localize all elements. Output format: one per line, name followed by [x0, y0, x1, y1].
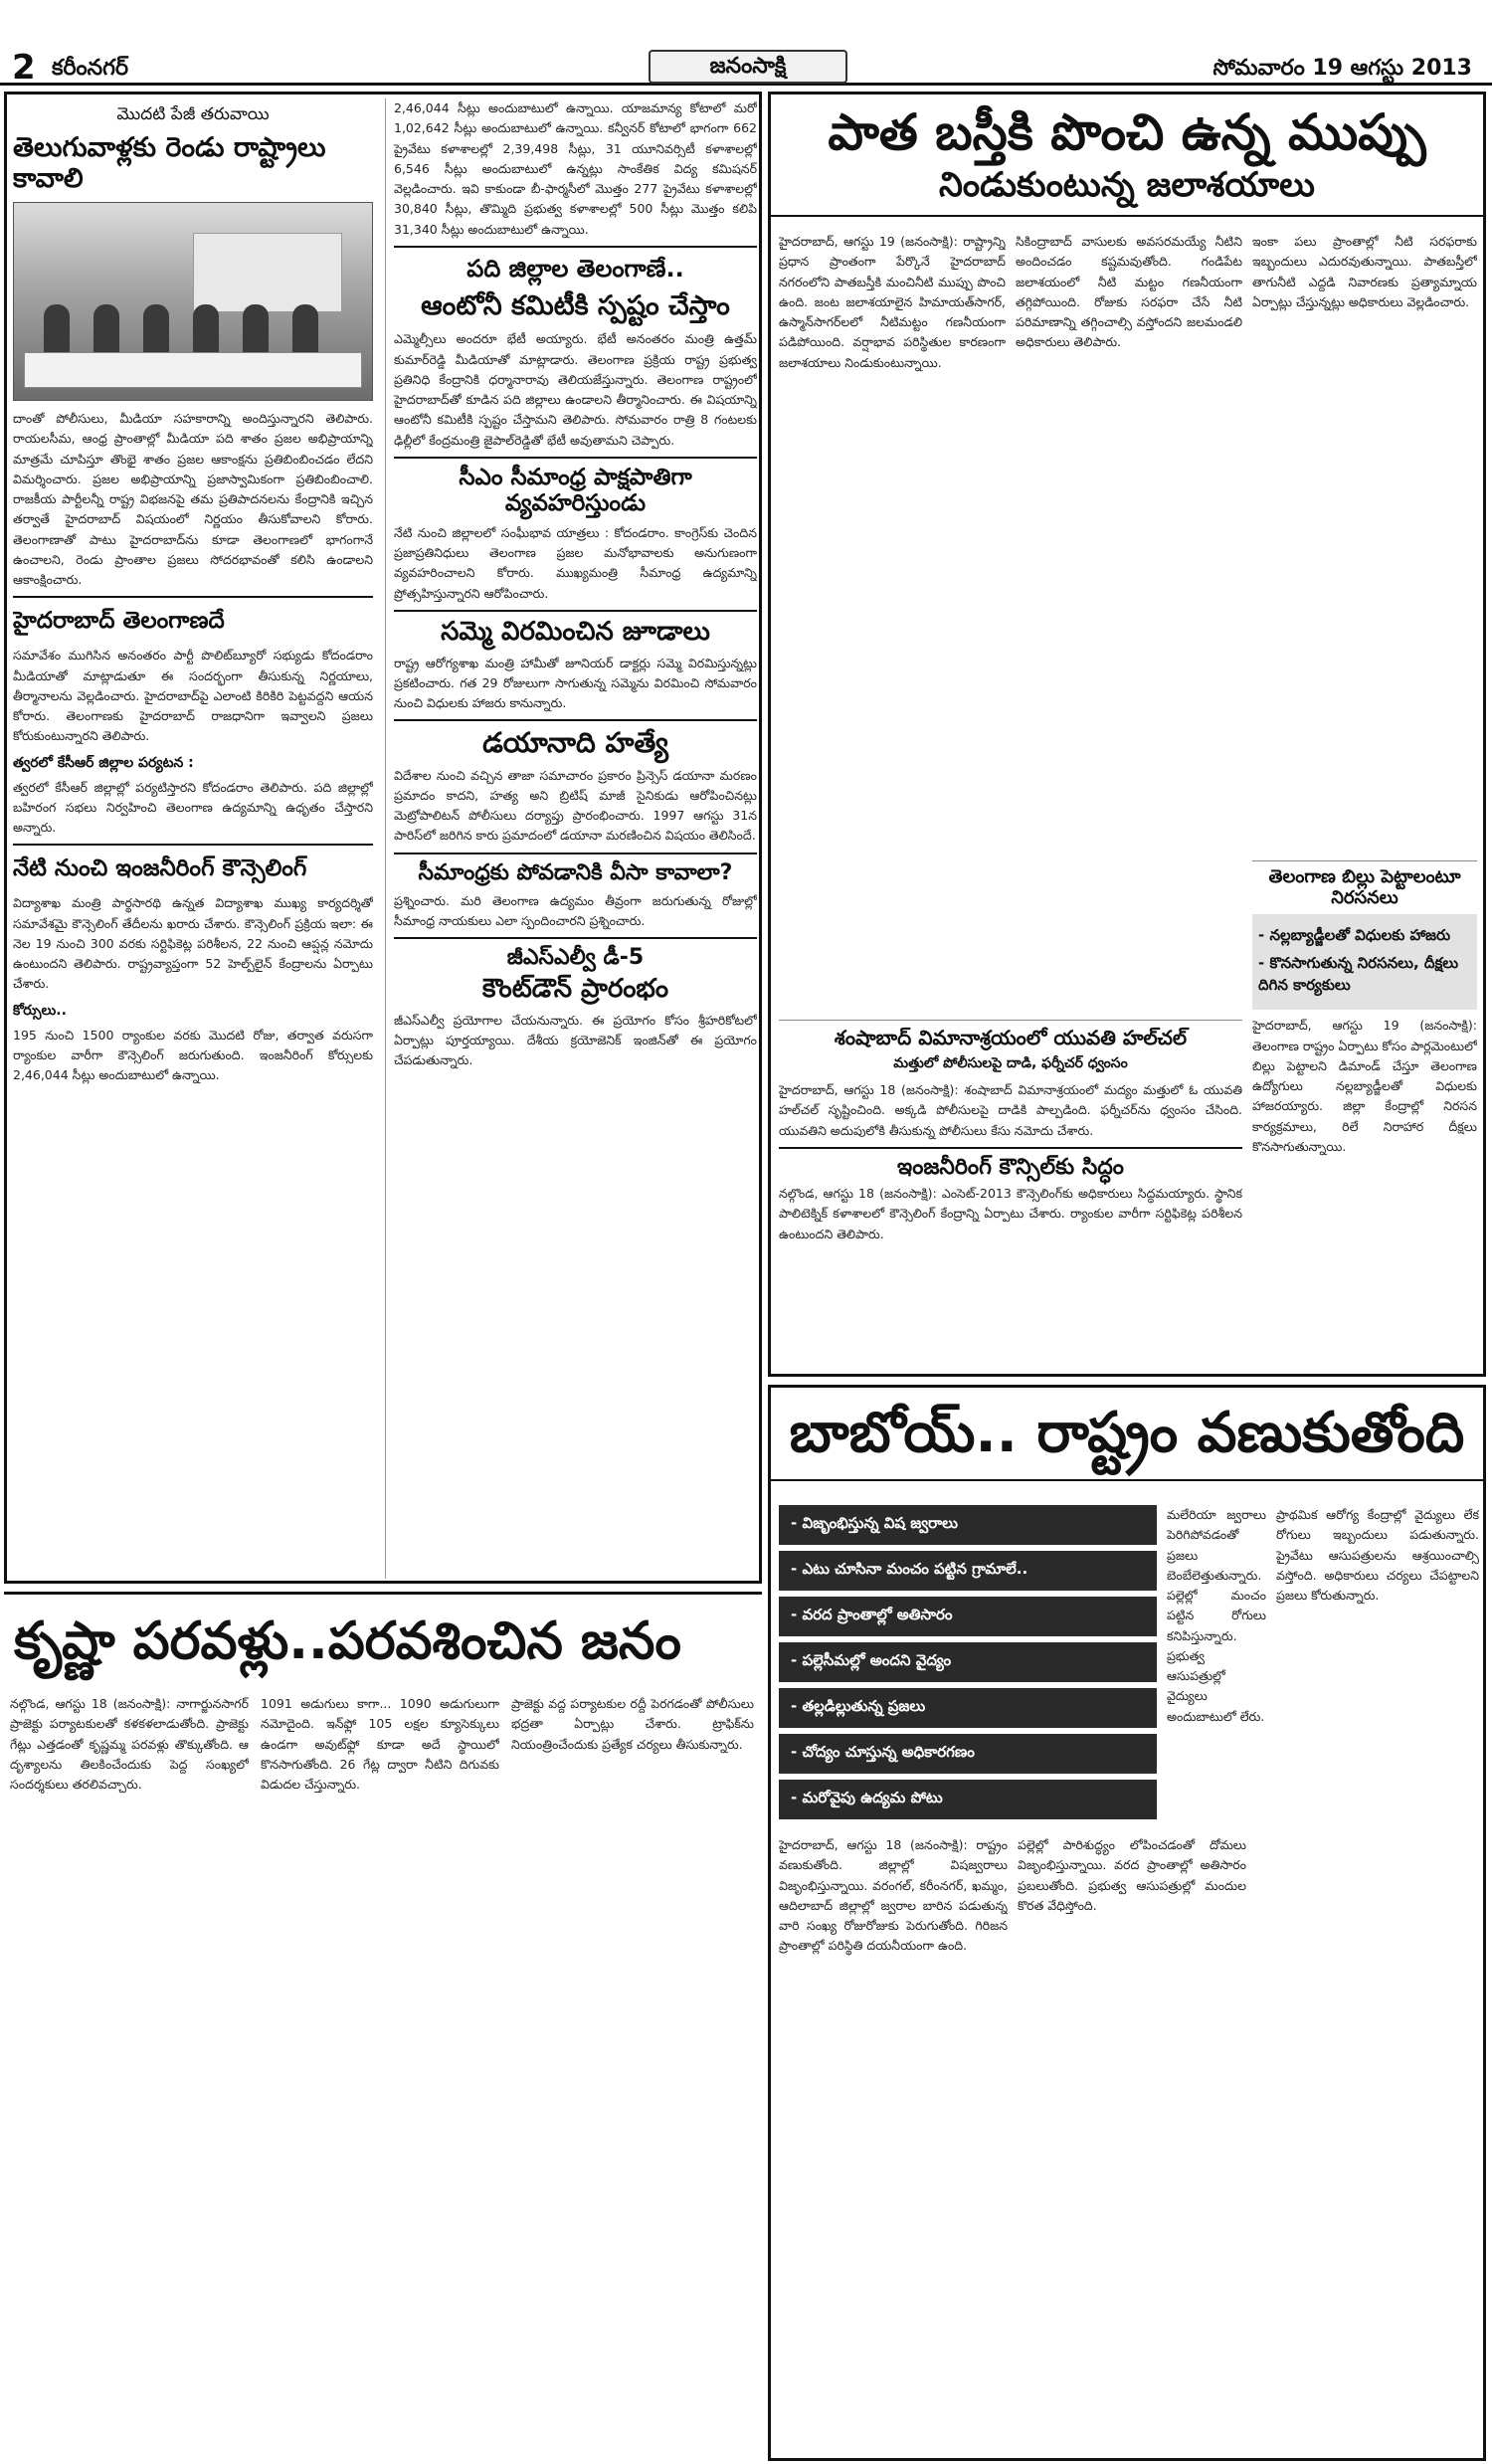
column-a — [779, 1835, 1008, 2452]
column-b — [261, 1694, 499, 2450]
bullet-item: - తల్లడిల్లుతున్న ప్రజలు — [779, 1688, 1157, 1728]
side-column — [1167, 1505, 1266, 1823]
article-body: హైదరాబాద్, ఆగస్టు 19 (జనంసాక్షి): తెలంగాణ రాష్ట్రం ఏర్పాటు కోసం పార్లమెంటులో బిల్లు పెట్టాలని డిమాండ్ చేస్తూ తెలంగాణ ఉద్యోగులు నల్లబ్యాడ్జీలతో విధులకు హాజరయ్యారు. జిల్లా కేంద్రాల్లో నిరసన కార్యక్రమాలు, రిలే నిరాహార దీక్షలు కొనసాగుతున్నాయి. — [1252, 1018, 1477, 1154]
airport-story — [779, 1020, 1242, 1368]
divider — [394, 853, 757, 854]
protest-story — [1252, 860, 1477, 1368]
masthead — [0, 0, 1492, 86]
article-body: 1091 అడుగులు కాగా... 1090 అడుగులుగా నమోదైంది. ఇన్‌ఫ్లో 105 లక్షల క్యూసెక్కులు ఉండగా అవుట్‌ఫ్లో కూడా అదే స్థాయిలో కొనసాగుతోంది. 26 గేట్ల ద్వారా నీటిని దిగువకు విడుదల చేస్తున్నారు. — [261, 1696, 499, 1792]
bullet-item: - మరోవైపు ఉద్యమ పోటు — [779, 1780, 1157, 1819]
photo-person — [44, 304, 70, 354]
bullet-list — [779, 1505, 1157, 1819]
article-body: ప్రశ్నించారు. మరి తెలంగాణ ఉద్యమం తీవ్రంగా జరుగుతున్న రోజుల్లో సీమాంధ్ర నాయకులు ఎలా స్పందించారని ప్రశ్నించారు. — [394, 892, 757, 929]
article-body: విద్యాశాఖ మంత్రి పార్థసారథి ఉన్నత విద్యాశాఖ ముఖ్య కార్యదర్శితో సమావేశమై కౌన్సెలింగ్ తేదీలను ఖరారు చేశారు. కౌన్సెలింగ్ ప్రక్రియ ఇలా: ఈ నెల 19 నుంచి 300 వరకు సర్టిఫికెట్ల పరిశీలన, 22 నుంచి ఆప్షన్ల నమోదు ఉంటుందని తెలిపారు. రాష్ట్రవ్యాప్తంగా 52 హెల్ప్‌లైన్ కేంద్రాలను ఏర్పాటు చేశారు. — [13, 895, 373, 992]
issue-date: సోమవారం 19 ఆగస్టు 2013 — [1212, 56, 1472, 81]
article-body: నేటి నుంచి జిల్లాలలో సంఘీభావ యాత్రలు : కోదండరాం. కాంగ్రెస్‌కు చెందిన ప్రజాప్రతినిధులు తెలంగాణ ప్రజల మనోభావాలకు అనుగుణంగా వ్యవహరించాలని కోరారు. ముఖ్యమంత్రి సీమాంధ్ర ఉద్యమాన్ని ప్రోత్సహిస్తున్నారని ఆరోపించారు. — [394, 524, 757, 601]
krishna-block — [4, 1592, 762, 2461]
article-body: దాంతో పోలీసులు, మీడియా సహకారాన్ని అందిస్తున్నారని తెలిపారు. రాయలసీమ, ఆంధ్ర ప్రాంతాల్లో మీడియా పది శాతం ప్రజల అభిప్రాయాన్ని మాత్రమే చూపిస్తూ తొంభై శాతం ప్రజల ఆకాంక్షను ప్రతిబింబించడం లేదని విమర్శించారు. ప్రజల అభిప్రాయాన్ని ప్రజాస్వామికంగా ప్రతిబింబించాలి. రాజకీయ పార్టీలన్నీ రాష్ట్ర విభజనపై తమ ప్రతిపాదనలను కేంద్రానికి ఇచ్చిన తర్వాతే హైదరాబాద్ విషయంలో నిర్ణయం తీసుకోవాలని కోరారు. తెలంగాణాతో పాటు హైదరాబాద్‌ను కూడా తెలంగాణలో భాగంగానే ఉంచాలని, రెండు ప్రాంతాల ప్రజలు సోదరభావంతో కలిసి ఉండాలని ఆకాంక్షించారు. — [13, 411, 373, 588]
article-body: 2,46,044 సీట్లు అందుబాటులో ఉన్నాయి. యాజమాన్య కోటాలో మరో 1,02,642 సీట్లు అందుబాటులో ఉన్నాయి. కన్వీనర్ కోటాలో భాగంగా 662 ప్రైవేటు కళాశాలల్లో 2,39,498 సీట్లు, 31 యూనివర్సిటీ కళాశాలల్లో 6,546 సీట్లు అందుబాటులో ఉన్నట్లు సాంకేతిక విద్య కమిషనర్ వెల్లడించారు. ఇవి కాకుండా బీ-ఫార్మసీలో మొత్తం 277 ప్రైవేటు కళాశాలల్లో 30,840 సీట్లు, తొమ్మిది ప్రభుత్వ కళాశాలల్లో 500 సీట్లు మొత్తం కలిపి 31,340 సీట్లు అందుబాటులో ఉన్నాయి. — [394, 100, 757, 237]
photo-person — [243, 304, 269, 354]
bullet-item: - ఎటు చూసినా మంచం పట్టిన గ్రామాలే.. — [779, 1551, 1157, 1591]
inline-subheading: కోర్సులు.. — [13, 1002, 67, 1019]
article-body: రాష్ట్ర ఆరోగ్యశాఖ మంత్రి హామీతో జూనియర్ డాక్టర్లు సమ్మె విరమిస్తున్నట్లు ప్రకటించారు. గత 29 రోజులుగా సాగుతున్న సమ్మెను విరమించి సోమవారం నుంచి విధులకు హాజరు కానున్నారు. — [394, 655, 757, 711]
divider — [13, 596, 373, 598]
article-body: సికింద్రాబాద్ వాసులకు అవసరమయ్యే నీటిని అందించడం కష్టమవుతోంది. గండిపేట జలాశయంలో నీటి మట్టం గణనీయంగా తగ్గిపోయింది. రోజుకు సరఫరా చేసే నీటి పరిమాణాన్ని తగ్గించాల్సి వస్తోందని జలమండలి అధికారులు తెలిపారు. — [1016, 234, 1242, 350]
bullet-item: - పల్లెసీమల్లో అందని వైద్యం — [779, 1642, 1157, 1682]
bullet-item: - విజృంభిస్తున్న విష జ్వరాలు — [779, 1505, 1157, 1545]
photo-person — [143, 304, 169, 354]
subheading: నేటి నుంచి ఇంజనీరింగ్ కౌన్సెలింగ్ — [13, 855, 307, 882]
article-headline: తెలుగువాళ్లకు రెండు రాష్ట్రాలు కావాలి — [13, 132, 326, 195]
divider — [13, 844, 373, 846]
article-body: హైదరాబాద్, ఆగస్టు 18 (జనంసాక్షి): శంషాబాద్ విమానాశ్రయంలో మద్యం మత్తులో ఓ యువతి హల్‌చల్ సృష్టించింది. అక్కడి పోలీసులపై దాడికి పాల్పడింది. ఫర్నీచర్‌ను ధ్వంసం చేసింది. యువతిని అదుపులోకి తీసుకున్న పోలీసులు కేసు నమోదు చేశారు. — [779, 1082, 1242, 1138]
article-headline: శంషాబాద్ విమానాశ్రయంలో యువతి హల్‌చల్ — [834, 1026, 1188, 1049]
inline-subheading: త్వరలో కేసీఆర్ జిల్లాల పర్యటన : — [13, 754, 194, 771]
bullet-item: - వరద ప్రాంతాల్లో అతిసారం — [779, 1597, 1157, 1636]
article-headline: డయానాది హత్యే — [482, 726, 668, 760]
article-body: విదేశాల నుంచి వచ్చిన తాజా సమాచారం ప్రకారం ప్రిన్సెస్ డయానా మరణం ప్రమాదం కాదని, హత్య అని బ్రిటిష్ మాజీ సైనికుడు ఆరోపించినట్లు మెట్రోపాలిటన్ పోలీసులు దర్యాప్తు ప్రారంభించారు. 1997 ఆగస్టు 31న పారిస్‌లో జరిగిన కారు ప్రమాదంలో డయానా మరణించిన విషయం తెలిసిందే. — [394, 767, 757, 844]
meeting-photo — [13, 202, 373, 401]
kicker-line: - కొనసాగుతున్న నిరసనలు, దీక్షలు దిగిన కార్యకులు — [1258, 954, 1459, 995]
article-headline: పది జిల్లాల తెలంగాణే.. — [466, 254, 684, 283]
article-body: నల్గొండ, ఆగస్టు 18 (జనంసాక్షి): ఎంసెట్-2013 కౌన్సెలింగ్‌కు అధికారులు సిద్ధమయ్యారు. స్థానిక పాలిటెక్నిక్ కళాశాలలో కౌన్సెలింగ్ కేంద్రాన్ని ఏర్పాటు చేశారు. ర్యాంకుల వారీగా సర్టిఫికెట్ల పరిశీలన ఉంటుందని తెలిపారు. — [779, 1186, 1242, 1241]
divider — [394, 246, 757, 248]
article-subheadline: నిండుకుంటున్న జలాశయాలు — [771, 166, 1483, 217]
article-headline: ఆంటోనీ కమిటీకి స్పష్టం చేస్తాం — [421, 290, 730, 322]
divider — [394, 610, 757, 612]
column-a — [10, 1694, 249, 2450]
photo-person — [193, 304, 219, 354]
newspaper-logo: జనంసాక్షి — [649, 50, 847, 84]
subheading: హైదరాబాద్ తెలంగాణదే — [13, 608, 225, 635]
divider — [779, 1147, 1242, 1149]
article-headline: ఇంజనీరింగ్ కౌన్సిల్‌కు సిద్ధం — [897, 1154, 1124, 1180]
article-kicker: మత్తులో పోలీసులపై దాడి, ఫర్నీచర్ ధ్వంసం — [893, 1055, 1128, 1071]
bullet-box — [779, 1505, 1157, 1823]
article-headline: జీఎస్ఎల్వీ డీ-5 — [506, 945, 645, 971]
fever-block — [768, 1385, 1486, 2461]
photo-person — [93, 304, 119, 354]
continued-kicker: మొదటి పేజీ తరువాయి — [116, 104, 270, 124]
article-body: మలేరియా జ్వరాలు పెరిగిపోవడంతో ప్రజలు బెంబేలెత్తుతున్నారు. పల్లెల్లో మంచం పట్టిన రోగులు కనిపిస్తున్నారు. ప్రభుత్వ ఆసుపత్రుల్లో వైద్యులు అందుబాటులో లేరు. — [1167, 1507, 1266, 1724]
article-headline: సీఎం సీమాంధ్ర పాక్షపాతిగా వ్యవహరిస్తుండు — [459, 464, 692, 517]
article-body: ప్రాజెక్టు వద్ద పర్యాటకుల రద్దీ పెరగడంతో పోలీసులు భద్రతా ఏర్పాట్లు చేశారు. ట్రాఫిక్‌ను నియంత్రించేందుకు ప్రత్యేక చర్యలు తీసుకున్నారు. — [511, 1696, 754, 1752]
article-body: ఇంకా పలు ప్రాంతాల్లో నీటి సరఫరాకు ఇబ్బందులు ఎదురవుతున్నాయి. పాతబస్తీలో తాగునీటి ఎద్దడి నివారణకు ప్రత్యామ్నాయ ఏర్పాట్లు చేస్తున్నట్లు అధికారులు వెల్లడించారు. — [1252, 234, 1477, 309]
right-top-block — [768, 92, 1486, 1377]
column-1 — [13, 98, 373, 1579]
column-b — [1016, 232, 1242, 928]
stage-banner — [193, 233, 342, 312]
article-headline: కౌంట్‌డౌన్ ప్రారంభం — [481, 973, 669, 1004]
article-body: 195 నుంచి 1500 ర్యాంకుల వరకు మొదటి రోజు, తర్వాత వరుసగా ర్యాంకుల వారీగా కౌన్సెలింగ్ జరుగుతుంది. ఇంజనీరింగ్ కోర్సులకు 2,46,044 సీట్లు అందుబాటులో ఉన్నాయి. — [13, 1027, 373, 1083]
column-c — [1252, 232, 1477, 849]
photo-table — [24, 352, 362, 388]
photo-person — [292, 304, 318, 354]
bullet-item: - చోద్యం చూస్తున్న అధికారగణం — [779, 1734, 1157, 1774]
column-b — [1018, 1835, 1246, 2452]
column-c — [1276, 1505, 1479, 2452]
article-headline: తెలంగాణ బిల్లు పెట్టాలంటూ నిరసనలు — [1268, 866, 1461, 908]
article-headline: సమ్మె విరమించిన జూడాలు — [441, 616, 710, 647]
article-body: ఎమ్మెల్సీలు అందరూ భేటీ అయ్యారు. భేటీ అనంతరం మంత్రి ఉత్తమ్ కుమార్‌రెడ్డి మీడియాతో మాట్లాడారు. తెలంగాణ ప్రక్రియ రాష్ట్ర ప్రభుత్వ ప్రతినిధి కేంద్రానికి ధర్మానారావు తెలియజేస్తున్నారు. తెలంగాణ రాష్ట్రంలో హైదరాబాద్‌తో కూడిన పది జిల్లాలు ఉండాలని తీర్మానించారు. ఈ విషయాన్ని ఆంటోనీ కమిటీకి స్పష్టం చేస్తామని తెలిపారు. సోమవారం రాత్రి 8 గంటలకు ఢిల్లీలో కేంద్రమంత్రి జైపాల్‌రెడ్డితో భేటీ అవుతామని చెప్పారు. — [394, 331, 757, 448]
kicker-box — [1252, 914, 1477, 1010]
column-2 — [385, 98, 757, 1579]
divider — [394, 457, 757, 459]
article-body: ప్రాథమిక ఆరోగ్య కేంద్రాల్లో వైద్యులు లేక రోగులు ఇబ్బందులు పడుతున్నారు. ప్రైవేటు ఆసుపత్రులను ఆశ్రయించాల్సి వస్తోంది. అధికారులు చర్యలు చేపట్టాలని ప్రజలు కోరుతున్నారు. — [1276, 1507, 1479, 1603]
divider — [394, 719, 757, 721]
article-body: నల్గొండ, ఆగస్టు 18 (జనంసాక్షి): నాగార్జునసాగర్ ప్రాజెక్టు పర్యాటకులతో కళకళలాడుతోంది. ప్రాజెక్టు గేట్లు ఎత్తడంతో కృష్ణమ్మ పరవళ్లు తొక్కుతోంది. ఆ దృశ్యాలను తిలకించేందుకు పెద్ద సంఖ్యలో సందర్శకులు తరలివచ్చారు. — [10, 1696, 249, 1792]
article-headline: కృష్ణా పరవళ్లు..పరవశించిన జనం — [14, 1611, 681, 1671]
page-number: 2 — [12, 48, 36, 88]
article-headline: బాబోయ్.. రాష్ట్రం వణుకుతోంది — [771, 1388, 1483, 1481]
article-body: త్వరలో కేసీఆర్ జిల్లాల్లో పర్యటిస్తారని కోదండరాం తెలిపారు. పది జిల్లాల్లో బహిరంగ సభలు నిర్వహించి తెలంగాణ ఉద్యమాన్ని ఉధృతం చేస్తారని అన్నారు. — [13, 779, 373, 836]
kicker-line: - నల్లబ్యాడ్జీలతో విధులకు హాజరు — [1258, 926, 1451, 945]
column-a — [779, 232, 1006, 928]
column-c — [511, 1694, 754, 2450]
edition-name: కరీంనగర్ — [52, 56, 129, 81]
article-body: జీఎస్ఎల్వీ ప్రయోగాల చేయనున్నారు. ఈ ప్రయోగం కోసం శ్రీహరికోటలో ఏర్పాట్లు పూర్తయ్యాయి. దేశీయ క్రయోజెనిక్ ఇంజిన్‌తో ఈ ప్రయోగం చేపడుతున్నారు. — [394, 1012, 757, 1068]
article-headline: సీమాంధ్రకు పోవడానికి వీసా కావాలా? — [418, 859, 733, 885]
divider — [394, 937, 757, 939]
left-news-block — [4, 92, 762, 1584]
article-body: పల్లెల్లో పారిశుద్ధ్యం లోపించడంతో దోమలు విజృంభిస్తున్నాయి. వరద ప్రాంతాల్లో అతిసారం ప్రబలుతోంది. ప్రభుత్వ ఆసుపత్రుల్లో మందుల కొరత వేధిస్తోంది. — [1018, 1837, 1246, 1913]
article-headline: పాత బస్తీకి పొంచి ఉన్న ముప్పు — [828, 103, 1426, 161]
article-body: హైదరాబాద్, ఆగస్టు 19 (జనంసాక్షి): రాష్ట్రాన్ని ప్రధాన ప్రాంతంగా పేర్కొనే హైదరాబాద్ నగరంలోని పాతబస్తీకి మంచినీటి ముప్పు పొంచి ఉంది. జంట జలాశయాలైన హిమాయత్‌సాగర్, ఉస్మాన్‌సాగర్‌లలో నీటిమట్టం గణనీయంగా పడిపోయింది. వర్షాభావ పరిస్థితుల కారణంగా జలాశయాలు నిండుకుంటున్నాయి. — [779, 234, 1006, 370]
article-body: సమావేశం ముగిసిన అనంతరం పార్టీ పొలిట్‌బ్యూరో సభ్యుడు కోదండరాం మీడియాతో మాట్లాడుతూ ఈ సందర్భంగా తీసుకున్న నిర్ణయాలు, తీర్మానాలను వెల్లడించారు. హైదరాబాద్‌పై ఎలాంటి కిరికిరి పెట్టవద్దని ఆయన కోరారు. తెలంగాణకు హైదరాబాద్ రాజధానిగా ఇవ్వాలని ప్రజలు కోరుకుంటున్నారని తెలిపారు. — [13, 648, 373, 744]
article-body: హైదరాబాద్, ఆగస్టు 18 (జనంసాక్షి): రాష్ట్రం వణుకుతోంది. జిల్లాల్లో విషజ్వరాలు విజృంభిస్తున్నాయి. వరంగల్, కరీంనగర్, ఖమ్మం, ఆదిలాబాద్ జిల్లాల్లో జ్వరాల బారిన పడుతున్న వారి సంఖ్య రోజురోజుకు పెరుగుతోంది. గిరిజన ప్రాంతాల్లో పరిస్థితి దయనీయంగా ఉంది. — [779, 1837, 1008, 1954]
